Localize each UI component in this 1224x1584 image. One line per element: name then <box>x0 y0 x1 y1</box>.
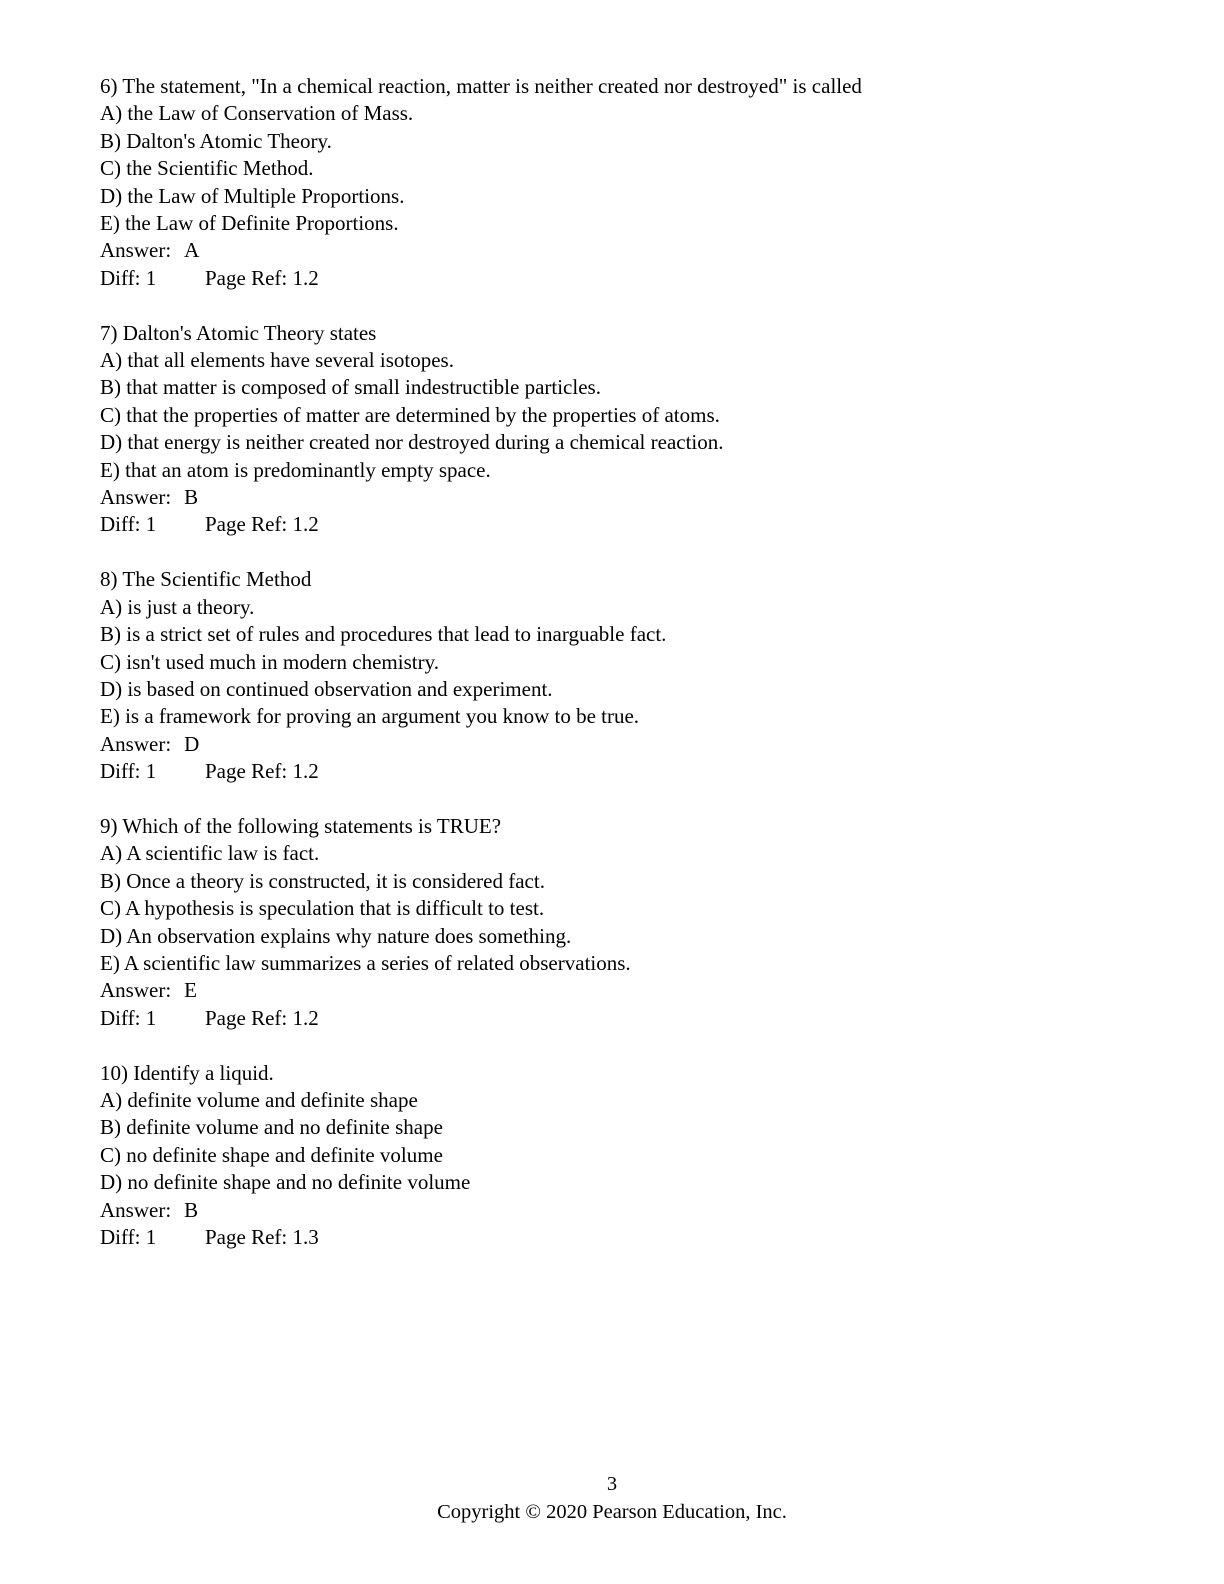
answer-line <box>100 237 1134 264</box>
answer-option: B) that matter is composed of small indestructible particles. <box>100 375 601 400</box>
answer-label: Answer: <box>100 978 172 1003</box>
answer-option: C) isn't used much in modern chemistry. <box>100 649 439 674</box>
answer-option: D) no definite shape and no definite volume <box>100 1170 471 1195</box>
diff-value: Diff: 1 <box>100 1005 157 1030</box>
question-9 <box>100 813 1134 1032</box>
answer-line <box>100 1197 1134 1224</box>
page-ref: Page Ref: 1.2 <box>205 265 319 290</box>
answer-option: D) that energy is neither created nor destroyed during a chemical reaction. <box>100 430 724 455</box>
question-prompt: 8) The Scientific Method <box>100 567 312 592</box>
answer-option: A) that all elements have several isotopes. <box>100 348 454 373</box>
answer-option: E) A scientific law summarizes a series of related observations. <box>100 950 631 975</box>
diff-line <box>100 511 1134 538</box>
answer-value: E <box>184 978 197 1003</box>
document-body <box>100 73 1134 1279</box>
question-prompt: 10) Identify a liquid. <box>100 1060 274 1085</box>
diff-value: Diff: 1 <box>100 759 157 784</box>
page-ref: Page Ref: 1.3 <box>205 1225 319 1249</box>
answer-label: Answer: <box>100 238 172 263</box>
question-10 <box>100 1060 1134 1252</box>
answer-value: B <box>184 1197 199 1222</box>
answer-option: B) Dalton's Atomic Theory. <box>100 128 332 153</box>
answer-value: A <box>184 238 200 263</box>
answer-option: A) definite volume and definite shape <box>100 1087 418 1112</box>
question-prompt: 7) Dalton's Atomic Theory states <box>100 320 377 345</box>
answer-line <box>100 977 1134 1004</box>
answer-label: Answer: <box>100 731 172 756</box>
diff-line <box>100 265 1134 292</box>
diff-line <box>100 758 1134 785</box>
question-6 <box>100 73 1134 292</box>
answer-value: B <box>184 485 199 510</box>
answer-option: D) An observation explains why nature does something. <box>100 923 572 948</box>
answer-option: A) the Law of Conservation of Mass. <box>100 101 414 126</box>
question-7 <box>100 320 1134 539</box>
answer-option: D) the Law of Multiple Proportions. <box>100 183 405 208</box>
answer-option: C) the Scientific Method. <box>100 156 314 181</box>
page-number: 3 <box>606 1473 618 1495</box>
answer-option: D) is based on continued observation and experiment. <box>100 676 553 701</box>
answer-label: Answer: <box>100 485 172 510</box>
page-ref: Page Ref: 1.2 <box>205 1005 319 1030</box>
diff-line <box>100 1005 1134 1032</box>
diff-value: Diff: 1 <box>100 1225 157 1249</box>
answer-option: A) is just a theory. <box>100 594 255 619</box>
page-footer <box>0 1470 1224 1526</box>
answer-option: C) A hypothesis is speculation that is difficult to test. <box>100 896 545 921</box>
answer-option: E) is a framework for proving an argument you know to be true. <box>100 704 640 729</box>
answer-option: C) that the properties of matter are determined by the properties of atoms. <box>100 402 720 427</box>
answer-line <box>100 484 1134 511</box>
answer-option: B) definite volume and no definite shape <box>100 1115 443 1140</box>
answer-option: E) that an atom is predominantly empty space. <box>100 457 491 482</box>
answer-line <box>100 731 1134 758</box>
answer-option: A) A scientific law is fact. <box>100 841 320 866</box>
question-8 <box>100 566 1134 785</box>
diff-value: Diff: 1 <box>100 265 157 290</box>
answer-label: Answer: <box>100 1197 172 1222</box>
copyright: Copyright © 2020 Pearson Education, Inc. <box>437 1501 787 1523</box>
page-ref: Page Ref: 1.2 <box>205 759 319 784</box>
diff-value: Diff: 1 <box>100 512 157 537</box>
answer-option: C) no definite shape and definite volume <box>100 1142 443 1167</box>
question-prompt: 6) The statement, "In a chemical reaction, matter is neither created nor destroyed" is called <box>100 74 862 98</box>
answer-option: B) is a strict set of rules and procedures that lead to inarguable fact. <box>100 622 667 647</box>
answer-option: E) the Law of Definite Proportions. <box>100 211 399 236</box>
question-prompt: 9) Which of the following statements is TRUE? <box>100 813 502 838</box>
answer-option: B) Once a theory is constructed, it is considered fact. <box>100 868 545 893</box>
page-ref: Page Ref: 1.2 <box>205 512 319 537</box>
diff-line <box>100 1224 1134 1251</box>
answer-value: D <box>184 731 200 756</box>
